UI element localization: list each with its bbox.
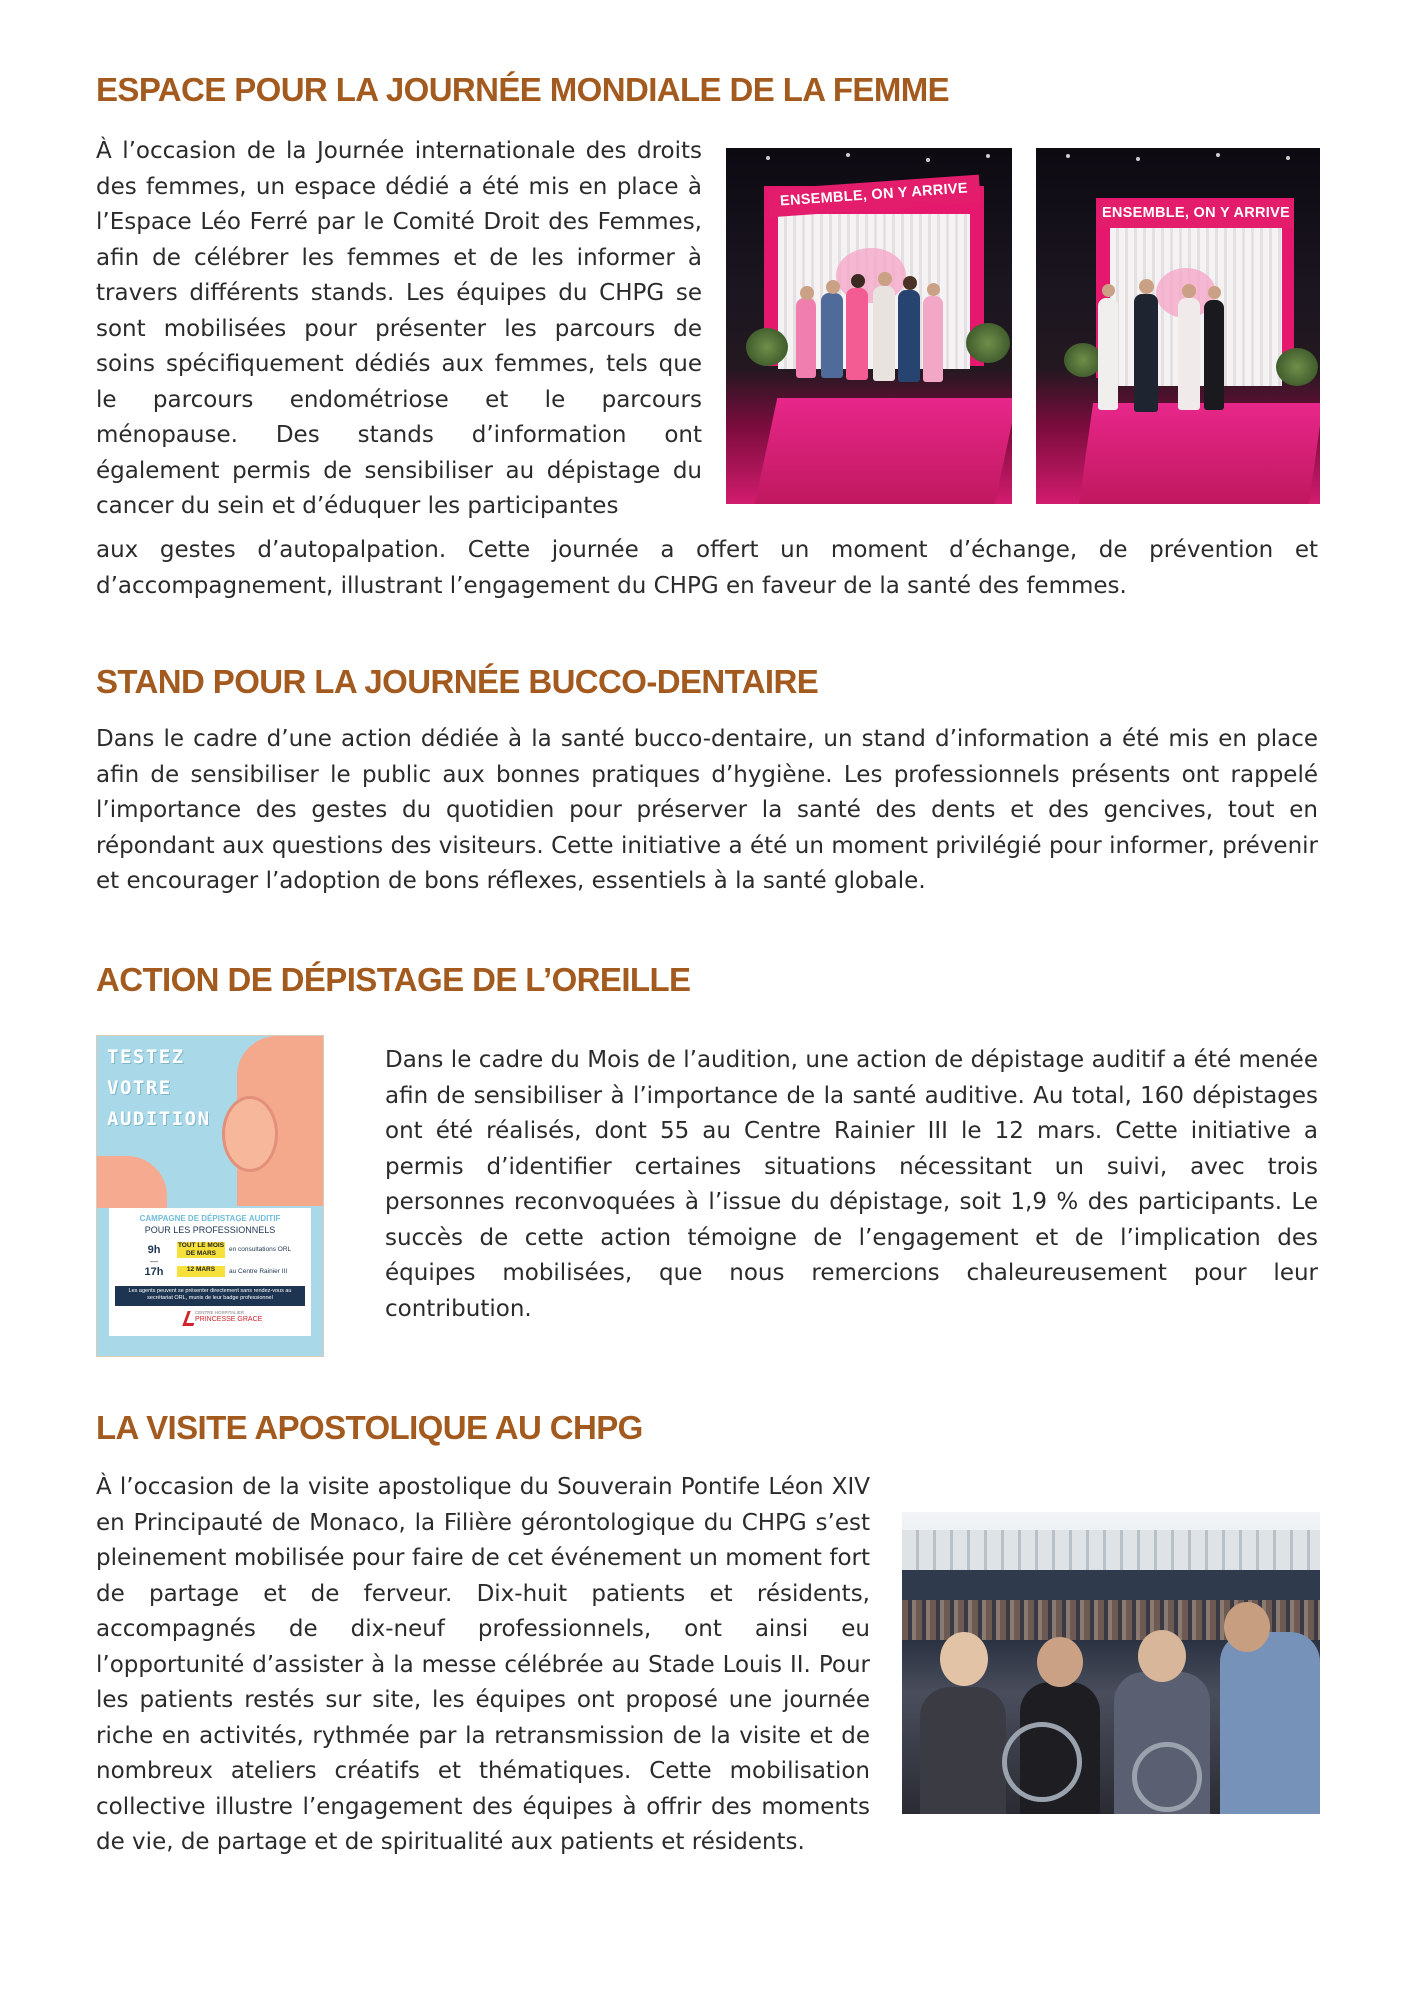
section-text-bucco: Dans le cadre d’une action dédiée à la santé bucco-dentaire, un stand d’information a été mis en place afin de sensibiliser le public aux bonnes pratiques d’hygiène. Les professionnels présents ont rappelé l’importance des gestes du quotidien pour préserver la santé des dents et des gencives, tout en répondant aux questions des visiteurs. Cette initiative a été un moment privilégié pour informer, prévenir et encourager l’adoption de bons réflexes, essentiels à la santé globale. [96, 726, 1318, 894]
photo-stade-louis-ii [902, 1512, 1320, 1814]
photo-banner-2: ENSEMBLE, ON Y ARRIVE [1098, 200, 1294, 228]
section-text-apostolique: À l’occasion de la visite apostolique du Souverain Pontife Léon XIV en Principauté de Monaco, la Filière gérontologique du CHPG s’est pleinement mobilisée pour faire de cet événement un moment fort de partage et de ferveur. Dix-huit patients et résidents, accompagnés de dix-neuf professionnels, ont ainsi eu l’opportunité d’assister à la messe célébrée au Stade Louis II. Pour les patients restés sur site, les équipes ont proposé une journée riche en activités, rythmée par la retransmission de la visite et de nombreux ateliers créatifs et thématiques. Cette mobilisation collective illustre l’engagement des équipes à offrir des moments de vie, de partage et de spiritualité aux patients et résidents. [96, 1474, 870, 1855]
section-depistage-oreille [96, 960, 1318, 1323]
section-text-femme-full: aux gestes d’autopalpation. Cette journée a offert un moment d’échange, de prévention et d’accompagnement, illustrant l’engagement du CHPG en faveur de la santé des femmes. [96, 537, 1318, 599]
poster-slot-2-date: 12 MARS [177, 1266, 225, 1277]
poster-time-sep: — [150, 1257, 158, 1266]
poster-audience: POUR LES PROFESSIONNELS [144, 1225, 276, 1235]
section-title-oreille: ACTION DE DÉPISTAGE DE L’OREILLE [96, 961, 691, 998]
section-title-bucco: STAND POUR LA JOURNÉE BUCCO-DENTAIRE [96, 663, 819, 700]
poster-time-end: 17h [144, 1266, 164, 1278]
poster-note: Les agents peuvent se présenter directement sans rendez-vous au secrétariat ORL, munis de leur badge professionnel [115, 1286, 305, 1306]
poster-slot-2-place: au Centre Rainier III [229, 1268, 288, 1275]
poster-title-2: VOTRE [107, 1077, 172, 1099]
poster-logo-line-1: CENTRE HOSPITALIER [195, 1310, 245, 1315]
poster-title-1: TESTEZ [107, 1046, 185, 1068]
poster-slot-1-date: TOUT LE MOIS DE MARS [177, 1242, 225, 1257]
photo-banner-1: ENSEMBLE, ON Y ARRIVE [767, 175, 980, 218]
poster-campaign: CAMPAGNE DE DÉPISTAGE AUDITIF [139, 1214, 281, 1223]
poster-logo-line-2: PRINCESSE GRACE [195, 1316, 263, 1323]
photo-femme-group-2 [1036, 148, 1320, 504]
section-title-femme: ESPACE POUR LA JOURNÉE MONDIALE DE LA FEMME [96, 71, 950, 108]
section-title-apostolique: LA VISITE APOSTOLIQUE AU CHPG [96, 1409, 643, 1446]
poster-time-start: 9h [147, 1244, 161, 1256]
section-text-oreille: Dans le cadre du Mois de l’audition, une action de dépistage auditif a été menée afin de sensibiliser à l’importance de la santé auditive. Au total, 160 dépistages ont été réalisés, dont 55 au Centre Rainier III le 12 mars. Cette initiative a permis d’identifier certaines situations nécessitant un suivi, avec trois personnes reconvoquées à l’issue du dépistage, soit 1,9 % des participants. Le succès de cette action témoigne de l’engagement et de l’implication des équipes mobilisées, que nous remercions chaleureusement pour leur contribution. [385, 1047, 1318, 1322]
section-visite-apostolique [96, 1408, 1318, 1855]
poster-title-3: AUDITION [107, 1108, 211, 1130]
section-journee-femme [96, 70, 1318, 599]
section-text-femme-wrapped: À l’occasion de la Journée internationale des droits des femmes, un espace dédié a été mis en place à l’Espace Léo Ferré par le Comité Droit des Femmes, afin de célébrer les femmes et de les informer à travers différents stands. Les équipes du CHPG se sont mobilisées pour présenter les parcours de soins spécifiquement dédiés aux femmes, tels que le parcours endométriose et le parcours ménopause. Des stands d’information ont également permis de sensibiliser au dépistage du cancer du sein et d’éduquer les participantes [96, 138, 702, 519]
section-bucco-dentaire [96, 662, 1318, 894]
photo-femme-group-1 [726, 148, 1012, 504]
poster-slot-1-place: en consultations ORL [229, 1246, 292, 1253]
poster-testez-audition [96, 1035, 324, 1357]
